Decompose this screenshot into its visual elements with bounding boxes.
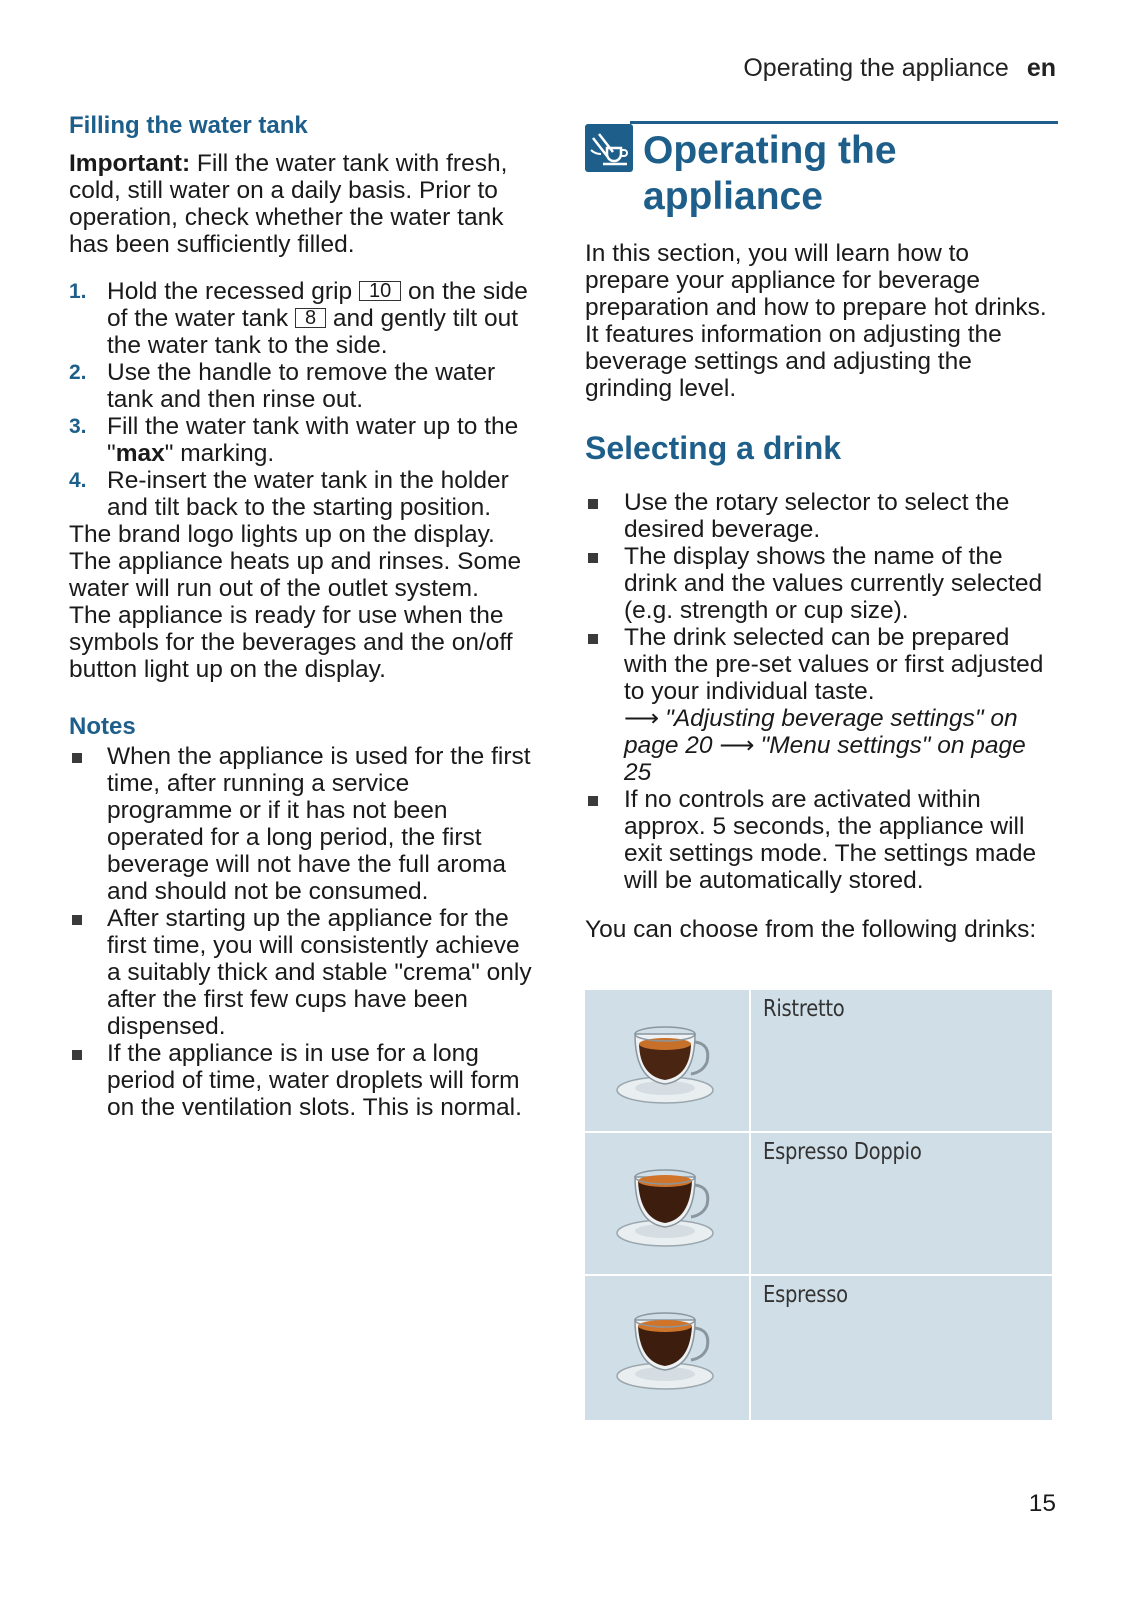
- xref-adjusting-settings: "Adjusting beverage settings" on page 20: [624, 705, 1018, 759]
- filling-heading: Filling the water tank: [69, 112, 308, 139]
- drink-row: [585, 1133, 1052, 1276]
- drink-name-ristretto: Ristretto: [763, 996, 845, 1022]
- step-text: Fill the water tank with water up to the ": [107, 413, 519, 467]
- drink-row: [585, 1276, 1052, 1420]
- max-marking: max: [115, 440, 165, 467]
- steps-list: [69, 278, 537, 521]
- step-text: on the side of the water tank: [107, 278, 528, 332]
- title-line-2: appliance: [643, 175, 823, 218]
- note-item: After starting up the appliance for the first time, you will consistently achieve a suitably thick and stable "crema" only after the first few cups have been dispensed.: [69, 905, 537, 1040]
- espresso-cup-icon: [585, 990, 751, 1131]
- step-text: Re-insert the water tank in the holder and tilt back to the starting position.: [107, 467, 509, 521]
- intro-paragraph: In this section, you will learn how to prepare your appliance for beverage preparation and how to prepare hot drinks. It features information on adjusting the beverage settings and adjusting the grinding level.: [585, 240, 1047, 402]
- result-text-1: The brand logo lights up on the display. The appliance heats up and rinses. Some water will run out of the outlet system.: [69, 521, 522, 602]
- selecting-item: The display shows the name of the drink and the values currently selected (e.g. strength or cup size).: [585, 543, 1055, 624]
- arrow-right-icon: ⟶: [719, 732, 755, 759]
- choose-text: You can choose from the following drinks:: [585, 916, 1037, 943]
- step-text: Hold the recessed grip: [107, 278, 359, 305]
- notes-heading: Notes: [69, 713, 136, 740]
- coffee-cup-hand-icon: [585, 124, 633, 172]
- important-paragraph: [69, 150, 537, 258]
- espresso-cup-icon: [585, 1133, 751, 1274]
- page-title: [643, 128, 897, 220]
- step-number: 3.: [69, 415, 87, 438]
- header-language: en: [1026, 54, 1056, 82]
- selecting-list: [585, 489, 1055, 894]
- drink-row: [585, 990, 1052, 1133]
- selecting-item: If no controls are activated within approx. 5 seconds, the appliance will exit settings mode. The settings made will be automatically stored.: [585, 786, 1055, 894]
- step-item: [69, 467, 537, 521]
- selecting-item: [585, 624, 1055, 786]
- step-text: and gently tilt out the water tank to the side.: [107, 305, 519, 359]
- selecting-heading: Selecting a drink: [585, 430, 842, 466]
- selecting-item: Use the rotary selector to select the desired beverage.: [585, 489, 1055, 543]
- drink-name-espresso: Espresso: [763, 1282, 848, 1308]
- step-text: " marking.: [164, 440, 275, 467]
- section-rule: [630, 121, 1058, 124]
- page-number: 15: [1028, 1490, 1056, 1517]
- xref-menu-settings: "Menu settings" on page 25: [624, 732, 1026, 786]
- left-column: [69, 112, 537, 1121]
- step-number: 4.: [69, 469, 87, 492]
- header-section-title: Operating the appliance: [743, 54, 1009, 82]
- part-key-10: 10: [359, 281, 401, 301]
- selecting-item-text: The drink selected can be prepared with the pre-set values or first adjusted to your individual taste.: [624, 624, 1044, 705]
- title-line-1: Operating the: [643, 129, 897, 172]
- step-item: [69, 359, 537, 413]
- part-key-8: 8: [295, 308, 326, 328]
- note-item: When the appliance is used for the first time, after running a service programme or if it has not been operated for a long period, the first beverage will not have the full aroma and should not be consumed.: [69, 743, 537, 905]
- step-number: 2.: [69, 361, 87, 384]
- step-item: [69, 413, 537, 467]
- espresso-cup-icon: [585, 1276, 751, 1420]
- page-header: [743, 54, 1056, 83]
- important-text: Fill the water tank with fresh, cold, still water on a daily basis. Prior to operation, check whether the water tank has been sufficiently filled.: [69, 150, 508, 258]
- drinks-table: [585, 990, 1052, 1420]
- drink-name-espresso-doppio: Espresso Doppio: [763, 1139, 922, 1165]
- arrow-right-icon: ⟶: [624, 705, 660, 732]
- note-item: If the appliance is in use for a long period of time, water droplets will form on the ventilation slots. This is normal.: [69, 1040, 537, 1121]
- result-text-2: The appliance is ready for use when the symbols for the beverages and the on/off button light up on the display.: [69, 602, 513, 683]
- important-label: Important:: [69, 150, 191, 177]
- step-number: 1.: [69, 280, 87, 303]
- step-item: [69, 278, 537, 359]
- step-text: Use the handle to remove the water tank and then rinse out.: [107, 359, 496, 413]
- notes-list: [69, 743, 537, 1121]
